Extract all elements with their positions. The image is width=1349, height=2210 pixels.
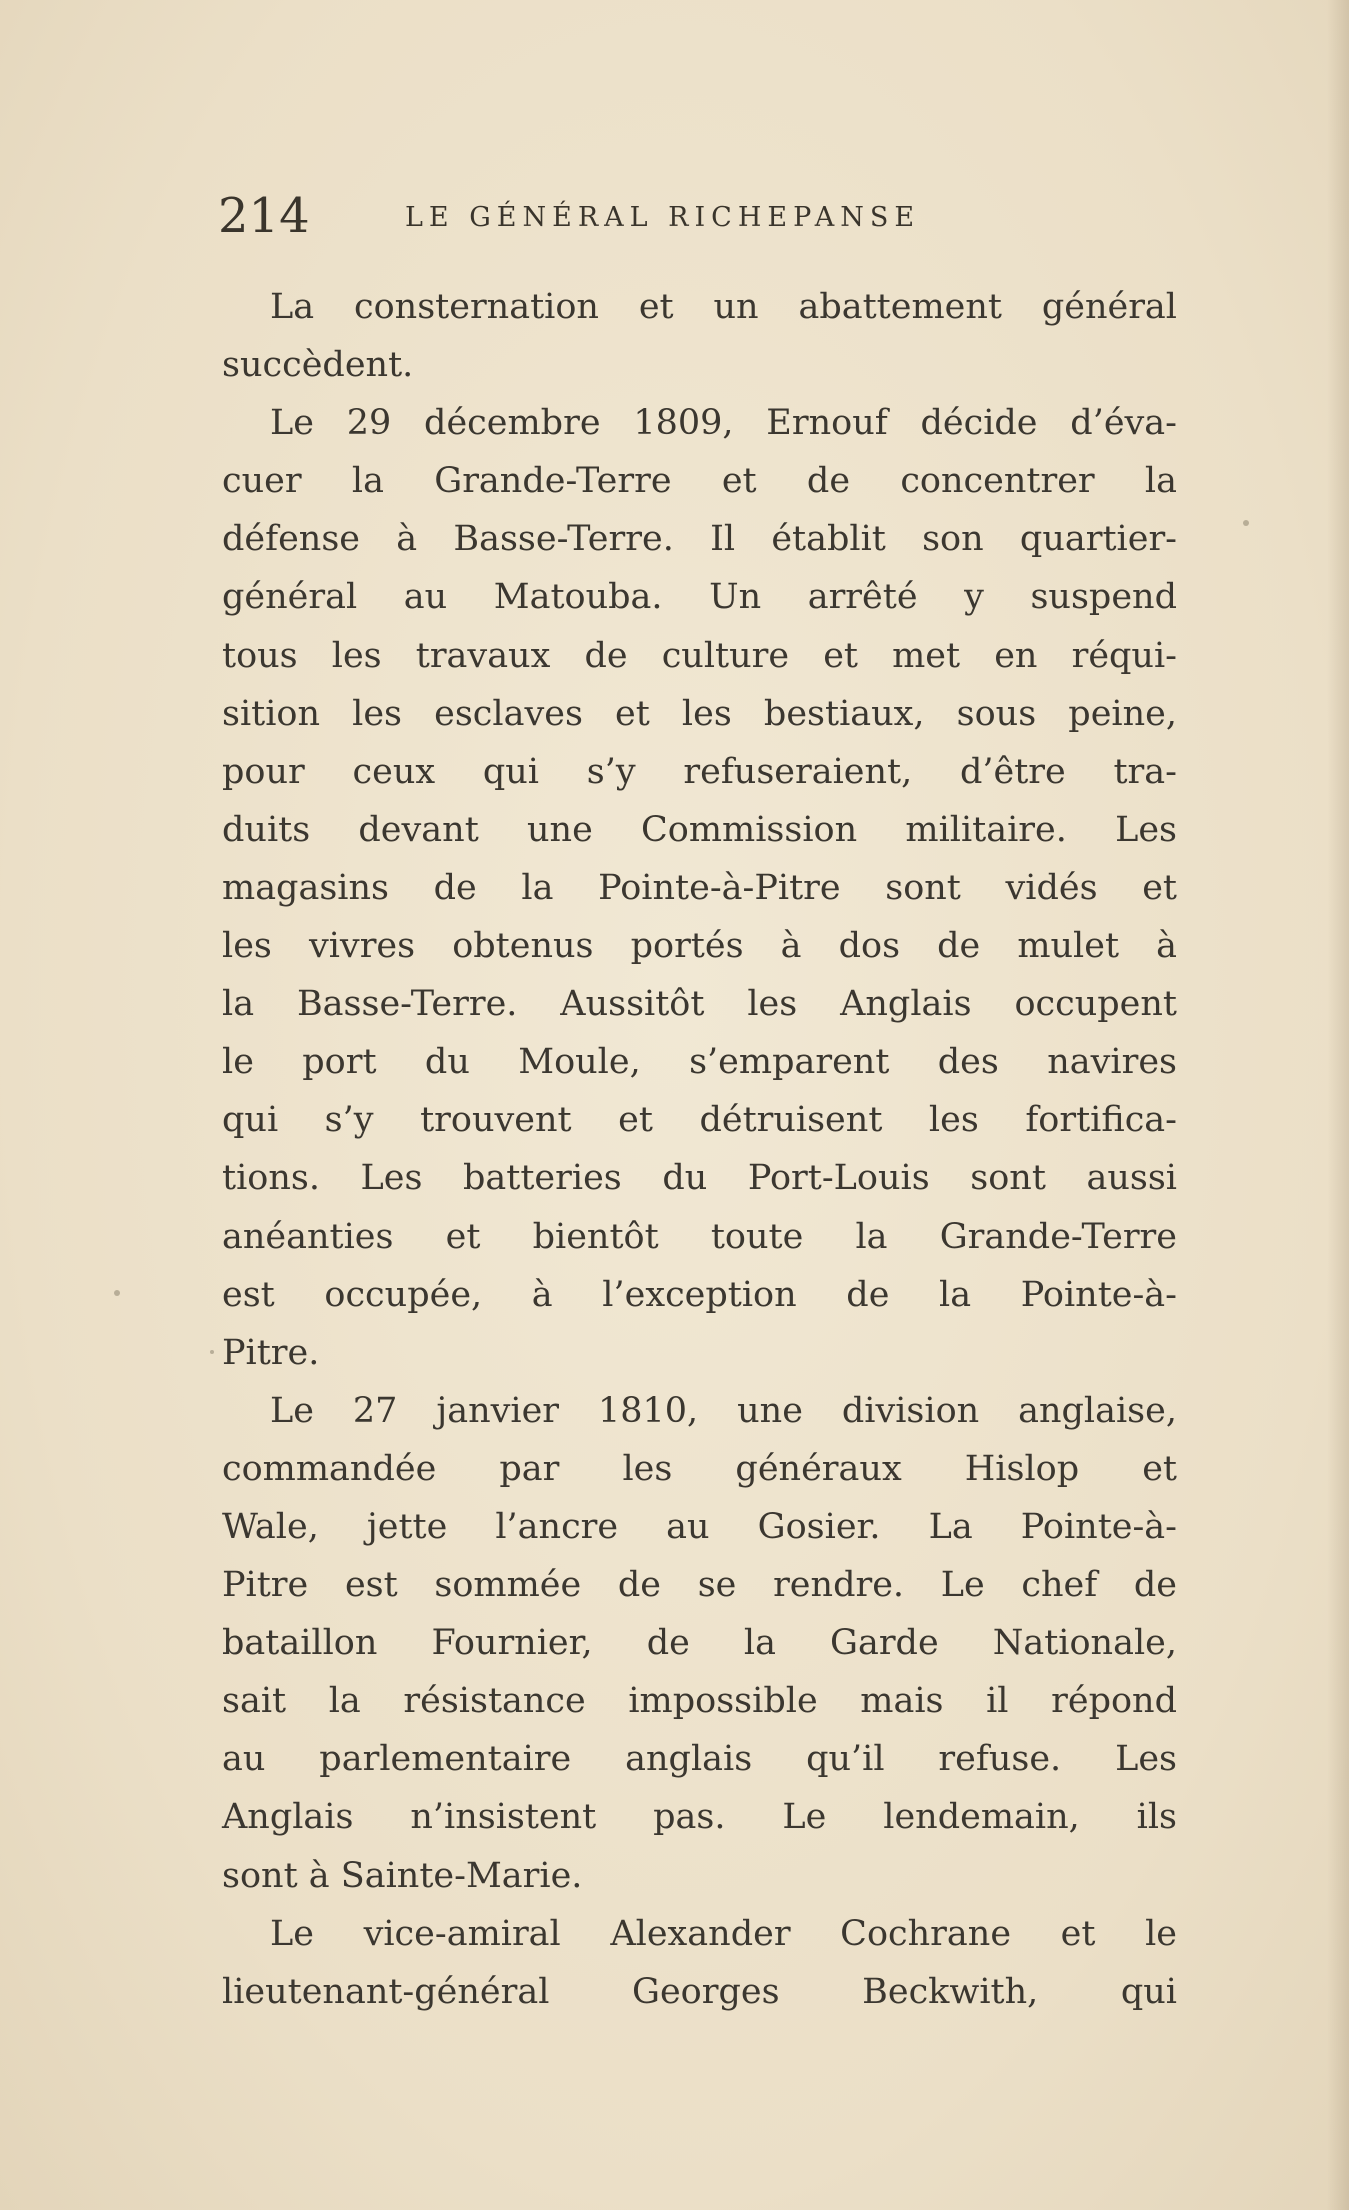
text-line: Pitre. [222, 1332, 320, 1373]
text-line: anéanties et bientôt toute la Grande-Terre [222, 1216, 1177, 1257]
text-line: commandée par les généraux Hislop et [222, 1448, 1177, 1489]
paper-speck [114, 1290, 120, 1296]
text-line: La consternation et un abattement général [270, 287, 1177, 327]
text-line: sait la résistance impossible mais il répond [222, 1681, 1177, 1722]
text-line: le port du Moule, s’emparent des navires [222, 1042, 1177, 1083]
text-line: pour ceux qui s’y refuseraient, d’être tra- [222, 751, 1177, 792]
text-line: tous les travaux de culture et met en réqui- [222, 635, 1177, 676]
text-line: Le vice-amiral Alexander Cochrane et le [270, 1913, 1177, 1954]
running-head: LE GÉNÉRAL RICHEPANSE [405, 202, 921, 233]
text-line: la Basse-Terre. Aussitôt les Anglais occupent [222, 984, 1177, 1025]
text-line: duits devant une Commission militaire. Les [222, 809, 1177, 850]
text-line: Pitre est sommée de se rendre. Le chef de [222, 1565, 1177, 1606]
text-line: les vivres obtenus portés à dos de mulet à [222, 926, 1177, 967]
text-line: qui s’y trouvent et détruisent les fortifica- [222, 1100, 1177, 1141]
text-line: défense à Basse-Terre. Il établit son quartier- [222, 519, 1177, 560]
text-line: général au Matouba. Un arrêté y suspend [222, 577, 1177, 618]
text-line: au parlementaire anglais qu’il refuse. Les [222, 1739, 1177, 1780]
paper-speck [1243, 520, 1249, 526]
text-line: lieutenant-général Georges Beckwith, qui [222, 1971, 1177, 2012]
page-number: 214 [218, 188, 310, 244]
paper-speck [210, 1350, 214, 1354]
text-line: succèdent. [222, 345, 414, 386]
body-text [222, 278, 1177, 2021]
text-line: sition les esclaves et les bestiaux, sous peine, [222, 693, 1177, 734]
text-line: Anglais n’insistent pas. Le lendemain, ils [222, 1797, 1177, 1838]
text-line: magasins de la Pointe-à-Pitre sont vidés et [222, 867, 1177, 908]
text-line: bataillon Fournier, de la Garde Nationale, [222, 1623, 1177, 1664]
text-line: Le 29 décembre 1809, Ernouf décide d’éva- [270, 403, 1177, 444]
text-line: cuer la Grande-Terre et de concentrer la [222, 461, 1177, 502]
page-edge-shadow [1327, 0, 1349, 2210]
text-line: Le 27 janvier 1810, une division anglaise, [270, 1390, 1177, 1431]
text-line: Wale, jette l’ancre au Gosier. La Pointe-à- [222, 1506, 1177, 1547]
text-line: tions. Les batteries du Port-Louis sont aussi [222, 1158, 1177, 1199]
page-header [218, 186, 1178, 246]
text-line: est occupée, à l’exception de la Pointe-à- [222, 1274, 1177, 1315]
text-line: sont à Sainte-Marie. [222, 1855, 583, 1896]
